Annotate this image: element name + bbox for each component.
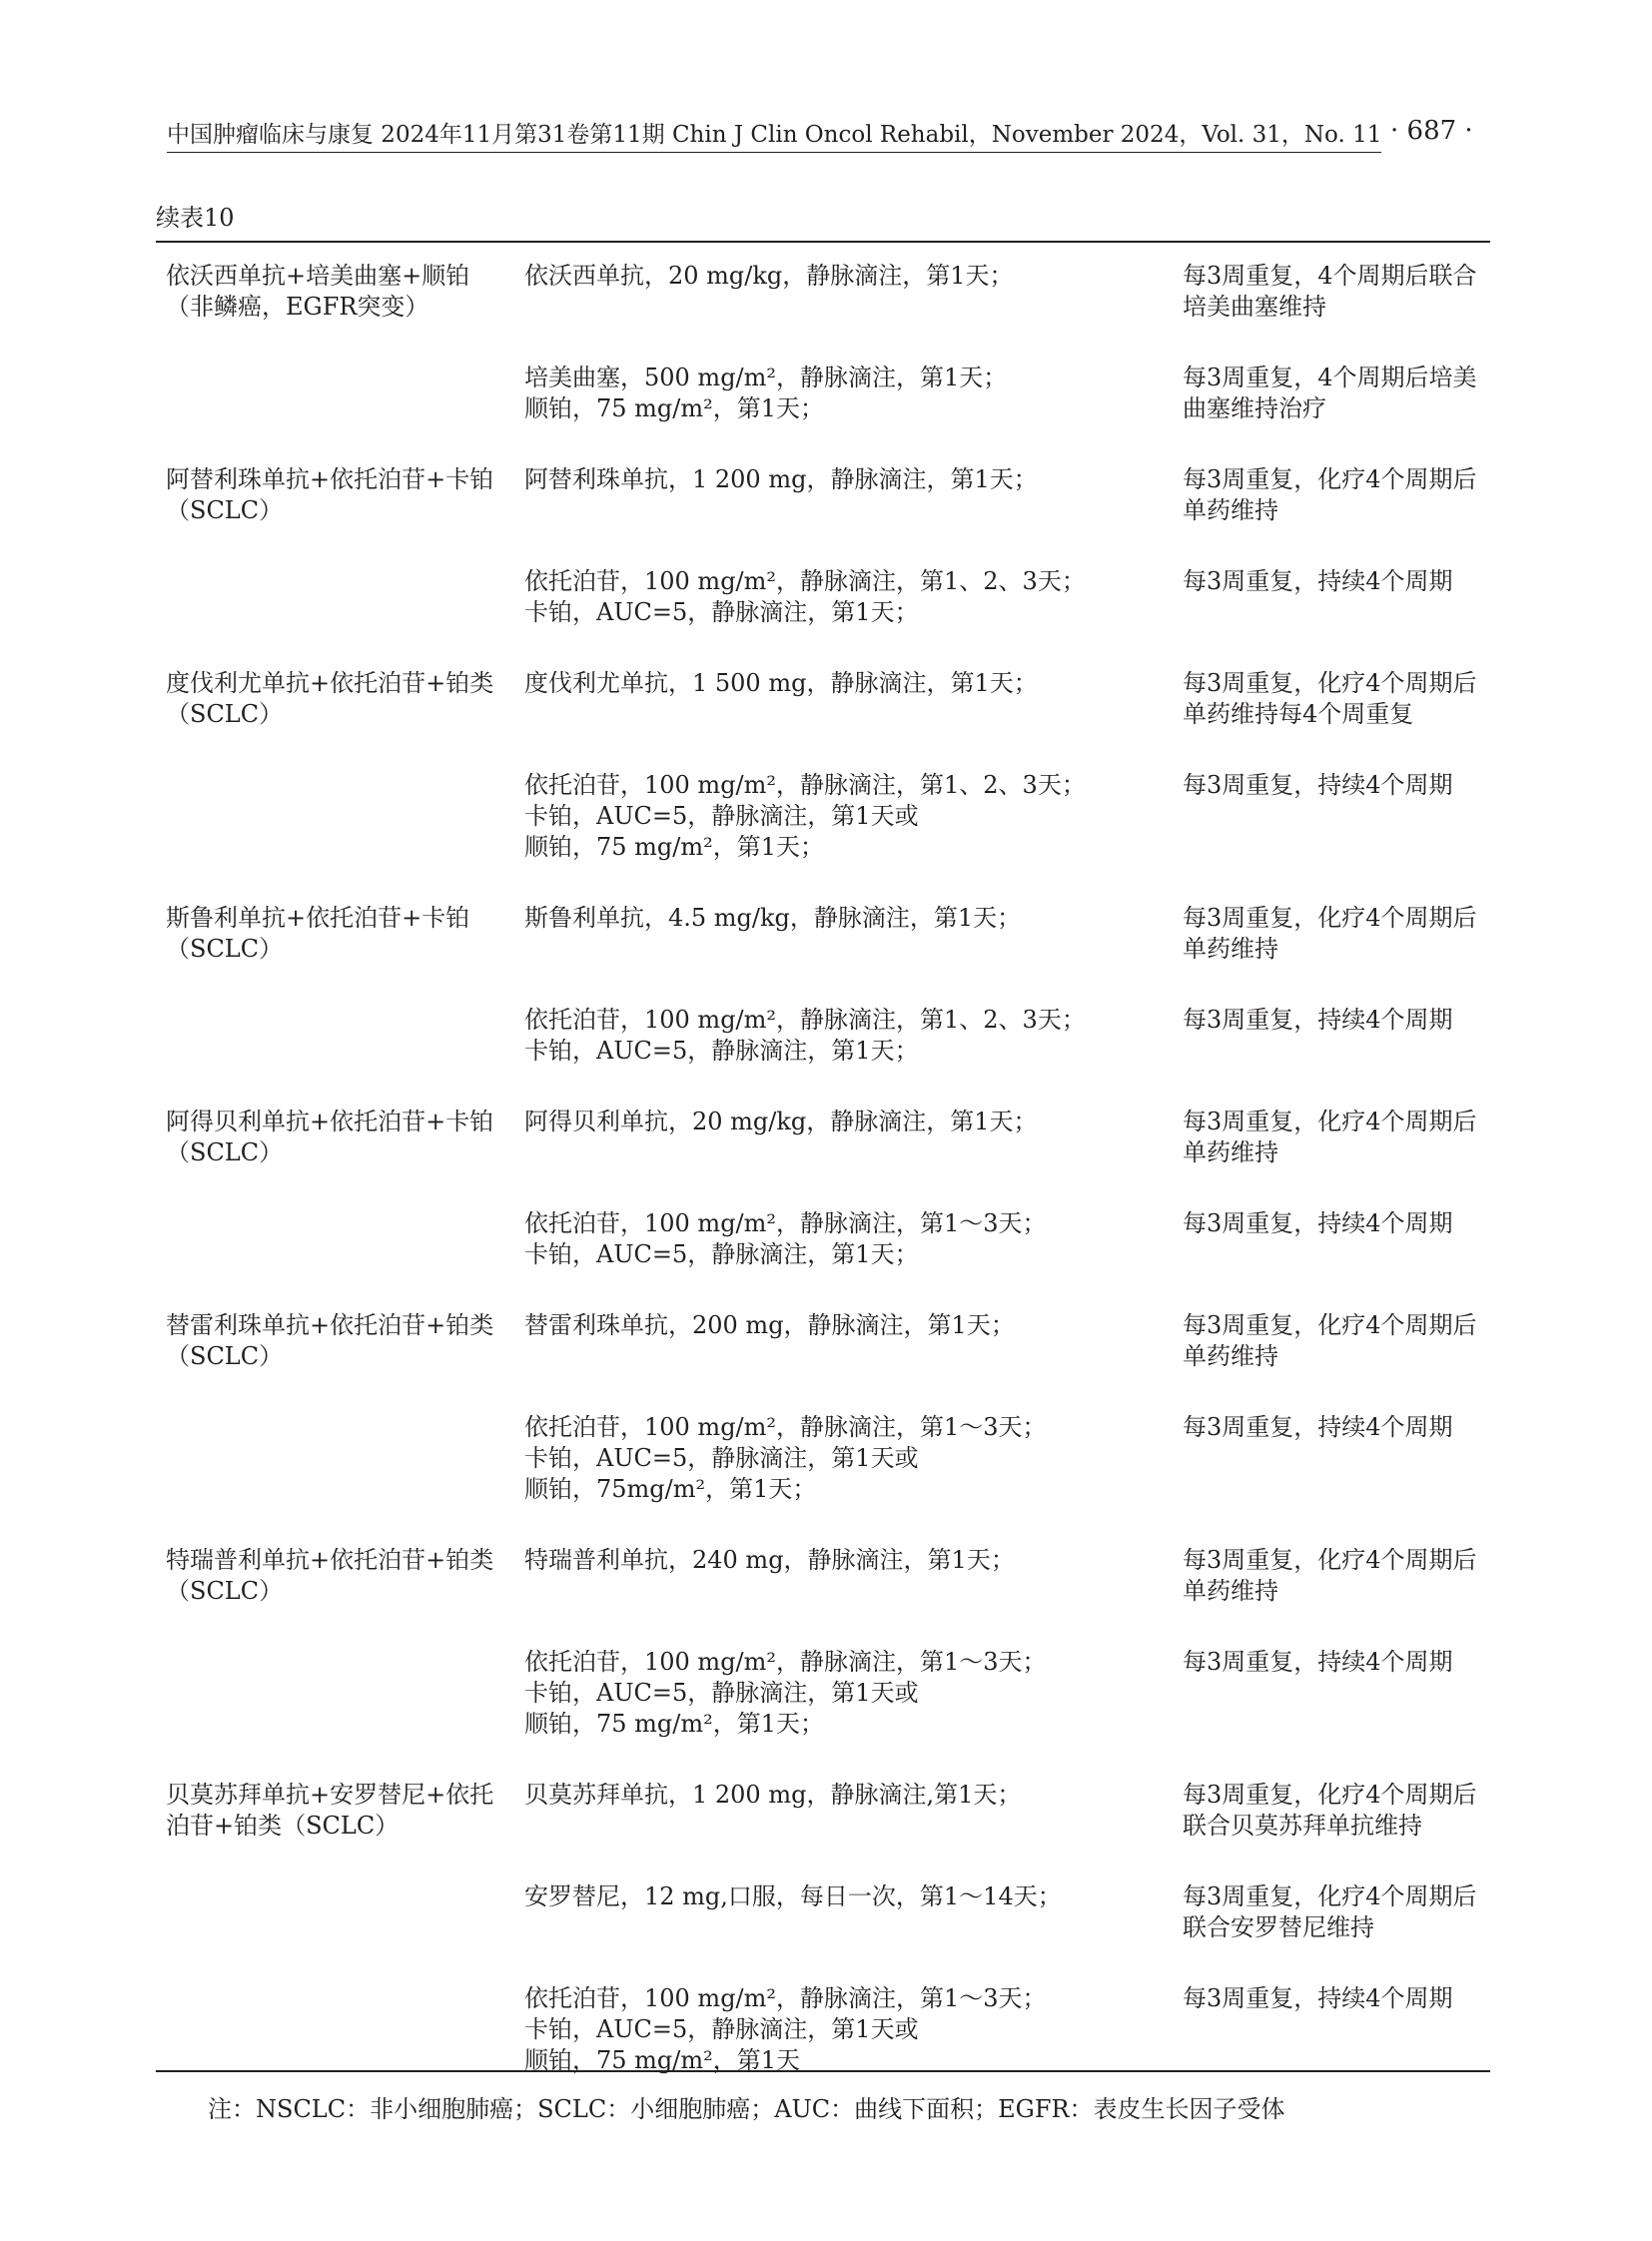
table-row <box>156 668 1490 730</box>
drug-dose-cell-line: 度伐利尤单抗，1 500 mg，静脉滴注，第1天； <box>524 669 1038 697</box>
table-row <box>156 1005 1490 1067</box>
regimen-cell-line: （SCLC） <box>166 496 284 524</box>
regimen-cell-line: （SCLC） <box>166 1577 284 1605</box>
table-row <box>156 1310 1490 1372</box>
regimen-cell-line: 贝莫苏拜单抗+安罗替尼+依托 <box>166 1781 494 1809</box>
cycle-cell-line: 单药维持 <box>1183 1342 1278 1370</box>
drug-dose-cell-line: 卡铂，AUC=5，静脉滴注，第1天或 <box>524 802 919 830</box>
cycle-cell-line: 每3周重复，持续4个周期 <box>1183 1006 1453 1034</box>
cycle-cell-line: 每3周重复，持续4个周期 <box>1183 1648 1453 1676</box>
cycle-cell <box>1177 1208 1490 1270</box>
table-row <box>156 903 1490 965</box>
cycle-cell-line: 单药维持 <box>1183 1577 1278 1605</box>
cycle-cell <box>1177 1983 1490 2076</box>
drug-dose-cell <box>516 1881 1177 1943</box>
cycle-cell-line: 单药维持 <box>1183 1138 1278 1166</box>
cycle-cell <box>1177 1647 1490 1740</box>
drug-dose-cell <box>516 1107 1177 1168</box>
table-top-rule <box>156 241 1490 243</box>
cycle-cell-line: 每3周重复，化疗4个周期后 <box>1183 1882 1477 1910</box>
cycle-cell <box>1177 1107 1490 1168</box>
regimen-cell <box>156 1881 516 1943</box>
regimen-cell <box>156 1780 516 1842</box>
cycle-cell-line: 每3周重复，化疗4个周期后 <box>1183 465 1477 493</box>
drug-dose-cell <box>516 903 1177 965</box>
cycle-cell <box>1177 903 1490 965</box>
cycle-cell-line: 单药维持 <box>1183 496 1278 524</box>
drug-dose-cell-line: 替雷利珠单抗，200 mg，静脉滴注，第1天； <box>524 1311 1015 1339</box>
drug-dose-cell-line: 顺铂，75 mg/m²，第1天； <box>524 833 825 861</box>
regimen-table <box>156 261 1490 2076</box>
regimen-cell <box>156 1983 516 2076</box>
page-number: · 687 · <box>1390 116 1473 146</box>
regimen-cell-line: 阿替利珠单抗+依托泊苷+卡铂 <box>166 465 494 493</box>
cycle-cell <box>1177 566 1490 628</box>
cycle-cell-line: 每3周重复，持续4个周期 <box>1183 771 1453 799</box>
regimen-cell <box>156 464 516 526</box>
regimen-cell <box>156 1310 516 1372</box>
drug-dose-cell-line: 卡铂，AUC=5，静脉滴注，第1天； <box>524 1037 919 1065</box>
drug-dose-cell-line: 依托泊苷，100 mg/m²，静脉滴注，第1～3天； <box>524 1984 1047 2012</box>
drug-dose-cell-line: 特瑞普利单抗，240 mg，静脉滴注，第1天； <box>524 1546 1015 1574</box>
drug-dose-cell-line: 顺铂，75mg/m²，第1天； <box>524 1475 817 1503</box>
table-row <box>156 1107 1490 1168</box>
drug-dose-cell-line: 依托泊苷，100 mg/m²，静脉滴注，第1～3天； <box>524 1648 1047 1676</box>
cycle-cell-line: 每3周重复，化疗4个周期后 <box>1183 1311 1477 1339</box>
regimen-cell-line: 特瑞普利单抗+依托泊苷+铂类 <box>166 1546 494 1574</box>
drug-dose-cell <box>516 261 1177 323</box>
regimen-cell <box>156 261 516 323</box>
cycle-cell-line: 每3周重复，持续4个周期 <box>1183 1209 1453 1237</box>
drug-dose-cell <box>516 770 1177 863</box>
cycle-cell <box>1177 1881 1490 1943</box>
drug-dose-cell <box>516 1310 1177 1372</box>
drug-dose-cell-line: 卡铂，AUC=5，静脉滴注，第1天或 <box>524 1679 919 1707</box>
cycle-cell-line: 单药维持每4个周重复 <box>1183 700 1414 728</box>
table-row <box>156 770 1490 863</box>
cycle-cell <box>1177 1005 1490 1067</box>
table-row <box>156 1545 1490 1607</box>
cycle-cell <box>1177 261 1490 323</box>
cycle-cell <box>1177 1545 1490 1607</box>
drug-dose-cell <box>516 566 1177 628</box>
drug-dose-cell-line: 顺铂，75 mg/m²，第1天； <box>524 1710 825 1738</box>
cycle-cell <box>1177 464 1490 526</box>
regimen-cell-line: 度伐利尤单抗+依托泊苷+铂类 <box>166 669 494 697</box>
regimen-cell <box>156 363 516 424</box>
cycle-cell-line: 培美曲塞维持 <box>1183 293 1326 321</box>
drug-dose-cell-line: 依托泊苷，100 mg/m²，静脉滴注，第1、2、3天； <box>524 567 1086 595</box>
table-footnote: 注：NSCLC：非小细胞肺癌；SCLC：小细胞肺癌；AUC：曲线下面积；EGFR：表皮生长因子受体 <box>208 2095 1285 2123</box>
table-row <box>156 1208 1490 1270</box>
regimen-cell <box>156 770 516 863</box>
regimen-cell-line: （非鳞癌，EGFR突变） <box>166 293 429 321</box>
cycle-cell <box>1177 770 1490 863</box>
cycle-cell-line: 曲塞维持治疗 <box>1183 394 1326 422</box>
regimen-cell-line: 替雷利珠单抗+依托泊苷+铂类 <box>166 1311 494 1339</box>
drug-dose-cell <box>516 1780 1177 1842</box>
cycle-cell-line: 每3周重复，化疗4个周期后 <box>1183 669 1477 697</box>
regimen-cell <box>156 566 516 628</box>
regimen-cell-line: 阿得贝利单抗+依托泊苷+卡铂 <box>166 1108 494 1135</box>
drug-dose-cell-line: 阿得贝利单抗，20 mg/kg，静脉滴注，第1天； <box>524 1108 1038 1135</box>
table-bottom-rule <box>156 2070 1490 2072</box>
table-caption: 续表10 <box>156 204 235 232</box>
running-header: 中国肿瘤临床与康复 2024年11月第31卷第11期 Chin J Clin Oncol Rehabil，November 2024，Vol. 31，No. 11 <box>167 116 1381 153</box>
drug-dose-cell <box>516 1412 1177 1505</box>
cycle-cell-line: 每3周重复，4个周期后联合 <box>1183 262 1477 290</box>
cycle-cell-line: 单药维持 <box>1183 935 1278 963</box>
drug-dose-cell <box>516 1545 1177 1607</box>
drug-dose-cell-line: 卡铂，AUC=5，静脉滴注，第1天或 <box>524 1444 919 1472</box>
cycle-cell <box>1177 1780 1490 1842</box>
regimen-cell-line: （SCLC） <box>166 1342 284 1370</box>
drug-dose-cell <box>516 464 1177 526</box>
table-row <box>156 1647 1490 1740</box>
cycle-cell <box>1177 668 1490 730</box>
drug-dose-cell <box>516 363 1177 424</box>
drug-dose-cell <box>516 1005 1177 1067</box>
drug-dose-cell-line: 卡铂，AUC=5，静脉滴注，第1天； <box>524 1240 919 1268</box>
regimen-cell <box>156 1208 516 1270</box>
drug-dose-cell <box>516 1208 1177 1270</box>
cycle-cell-line: 联合安罗替尼维持 <box>1183 1913 1374 1941</box>
regimen-cell <box>156 668 516 730</box>
regimen-cell <box>156 1647 516 1740</box>
regimen-cell-line: （SCLC） <box>166 1138 284 1166</box>
cycle-cell-line: 每3周重复，化疗4个周期后 <box>1183 904 1477 932</box>
table-row <box>156 1881 1490 1943</box>
drug-dose-cell-line: 培美曲塞，500 mg/m²，静脉滴注，第1天； <box>524 364 1008 391</box>
cycle-cell-line: 每3周重复，化疗4个周期后 <box>1183 1781 1477 1809</box>
drug-dose-cell-line: 依托泊苷，100 mg/m²，静脉滴注，第1～3天； <box>524 1209 1047 1237</box>
drug-dose-cell-line: 顺铂，75 mg/m²，第1天； <box>524 394 825 422</box>
cycle-cell-line: 每3周重复，化疗4个周期后 <box>1183 1546 1477 1574</box>
cycle-cell-line: 每3周重复，持续4个周期 <box>1183 567 1453 595</box>
cycle-cell-line: 每3周重复，持续4个周期 <box>1183 1413 1453 1441</box>
drug-dose-cell-line: 依托泊苷，100 mg/m²，静脉滴注，第1、2、3天； <box>524 1006 1086 1034</box>
cycle-cell-line: 联合贝莫苏拜单抗维持 <box>1183 1812 1422 1840</box>
regimen-cell <box>156 1412 516 1505</box>
drug-dose-cell-line: 依托泊苷，100 mg/m²，静脉滴注，第1～3天； <box>524 1413 1047 1441</box>
regimen-cell <box>156 1005 516 1067</box>
regimen-cell-line: 斯鲁利单抗+依托泊苷+卡铂 <box>166 904 470 932</box>
drug-dose-cell-line: 贝莫苏拜单抗，1 200 mg，静脉滴注,第1天； <box>524 1781 1022 1809</box>
table-row <box>156 261 1490 323</box>
cycle-cell-line: 每3周重复，持续4个周期 <box>1183 1984 1453 2012</box>
drug-dose-cell-line: 斯鲁利单抗，4.5 mg/kg，静脉滴注，第1天； <box>524 904 1022 932</box>
table-row <box>156 1412 1490 1505</box>
cycle-cell-line: 每3周重复，化疗4个周期后 <box>1183 1108 1477 1135</box>
cycle-cell <box>1177 1412 1490 1505</box>
table-row <box>156 1780 1490 1842</box>
table-row <box>156 566 1490 628</box>
regimen-cell-line: （SCLC） <box>166 935 284 963</box>
drug-dose-cell <box>516 1647 1177 1740</box>
drug-dose-cell-line: 依沃西单抗，20 mg/kg，静脉滴注，第1天； <box>524 262 1014 290</box>
table-row <box>156 363 1490 424</box>
drug-dose-cell-line: 阿替利珠单抗，1 200 mg，静脉滴注，第1天； <box>524 465 1038 493</box>
table-row <box>156 464 1490 526</box>
regimen-cell-line: 依沃西单抗+培美曲塞+顺铂 <box>166 262 470 290</box>
table-row <box>156 1983 1490 2076</box>
drug-dose-cell-line: 顺铂，75 mg/m²，第1天 <box>524 2046 801 2074</box>
drug-dose-cell-line: 安罗替尼，12 mg,口服，每日一次，第1～14天； <box>524 1882 1062 1910</box>
cycle-cell-line: 每3周重复，4个周期后培美 <box>1183 364 1477 391</box>
drug-dose-cell-line: 卡铂，AUC=5，静脉滴注，第1天或 <box>524 2015 919 2043</box>
regimen-cell-line: 泊苷+铂类（SCLC） <box>166 1812 400 1840</box>
regimen-cell-line: （SCLC） <box>166 700 284 728</box>
regimen-cell <box>156 903 516 965</box>
drug-dose-cell <box>516 668 1177 730</box>
cycle-cell <box>1177 363 1490 424</box>
cycle-cell <box>1177 1310 1490 1372</box>
drug-dose-cell-line: 依托泊苷，100 mg/m²，静脉滴注，第1、2、3天； <box>524 771 1086 799</box>
drug-dose-cell-line: 卡铂，AUC=5，静脉滴注，第1天； <box>524 598 919 626</box>
regimen-cell <box>156 1107 516 1168</box>
regimen-cell <box>156 1545 516 1607</box>
drug-dose-cell <box>516 1983 1177 2076</box>
